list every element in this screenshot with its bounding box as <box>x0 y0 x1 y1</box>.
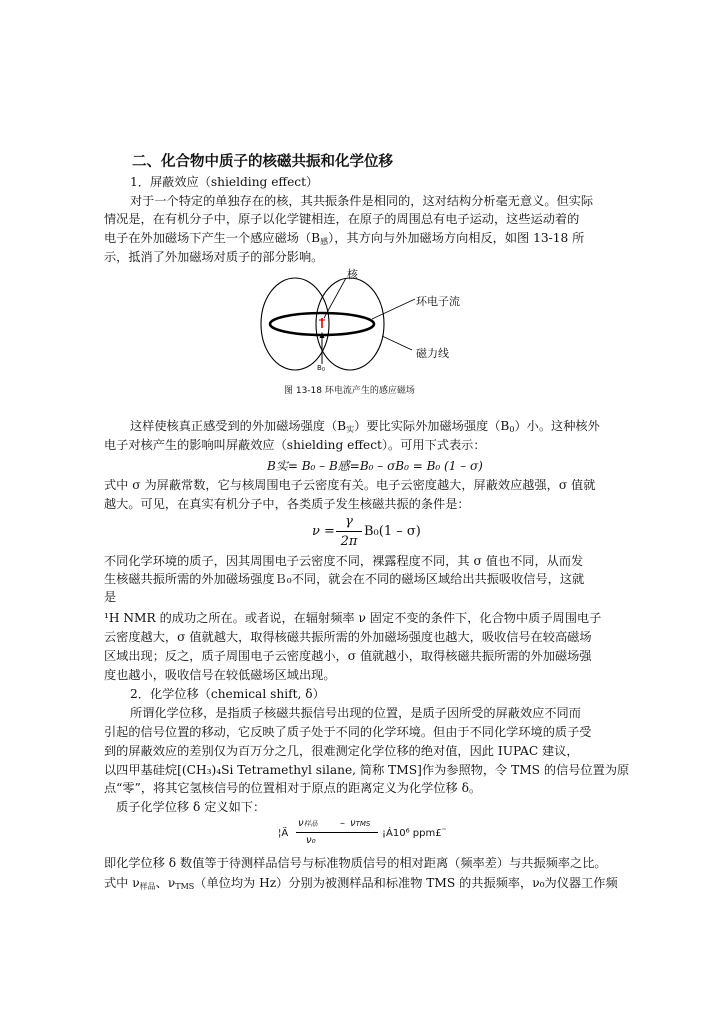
section-title: 二、化合物中质子的核磁共振和化学位移 <box>132 154 393 170</box>
para1-line: 情况是，在有机分子中，原子以化学键相连，在原子的周围总有电子运动，这些运动着的 <box>104 212 580 226</box>
para4-line: 区域出现；反之，质子周围电子云密度越小，σ 值就越小，取得核磁共振所需的外加磁场强 <box>104 649 592 663</box>
para1-line: 示，抵消了外加磁场对质子的部分影响。 <box>104 250 324 264</box>
equation-resonance <box>312 514 442 550</box>
subscript-zero: 0 <box>509 425 515 434</box>
para5-line: 到的屏蔽效应的差别仅为百万分之几，很难测定化学位移的绝对值，因此 IUPAC 建议， <box>104 744 579 758</box>
label-b0: B0 <box>317 364 325 373</box>
eq2-numerator: γ <box>345 514 353 529</box>
para5-line: 以四甲基硅烷[(CH₃)₄Si Tetramethyl silane, 简称 TMS]作为参照物，令 TMS 的信号位置为原 <box>104 763 630 777</box>
label-nucleus: 核 <box>347 268 358 281</box>
equation-shielding: B实= B₀ – B感=B₀ – σB₀ = B₀ (1 – σ) <box>267 459 483 473</box>
para6-line: 式中 $\nu_{样品}$、$\nu_{TMS}$（单位均为 Hz）分别为被测样品和标准物 TMS 的共振频率，ν₀为仪器工作频 <box>104 876 618 891</box>
para3-line: 越大。可见，在真实有机分子中，各类质子发生核磁共振的条件是： <box>104 497 470 511</box>
eq3-lead: ¦Ä <box>278 828 289 839</box>
para5-line: 所谓化学位移，是指质子核磁共振信号出现的位置，是质子因所受的屏蔽效应不同而 <box>130 706 581 720</box>
subscript-tms: TMS <box>175 882 195 891</box>
para4-line: 生核磁共振所需的外加磁场强度Ｂ₀不同，就会在不同的磁场区域给出共振吸收信号，这就 <box>104 572 585 586</box>
eq3-num-a: ν样品 <box>298 818 318 829</box>
para4-line: 度也越小，吸收信号在较低磁场区域出现。 <box>104 668 336 682</box>
para5-line: 点“零”，将其它氢核信号的位置相对于原点的距离定义为化学位移 δ。 <box>104 781 482 795</box>
equation-chemical-shift: ¦Ä ν样品 – νTMS ν₀ ¡Á10⁶ ppm£¨ <box>278 818 447 846</box>
subscript-real: 实 <box>346 425 355 434</box>
subsection-title-shielding: 1．屏蔽效应（shielding effect） <box>130 175 319 189</box>
subscript-induced: 感 <box>320 237 329 246</box>
para4-line: ¹H NMR 的成功之所在。或者说，在辐射频率 ν 固定不变的条件下，化合物中质子周围电子 <box>104 611 602 625</box>
para5-line: 质子化学位移 δ 定义如下： <box>116 800 266 814</box>
figure-induced-field <box>250 266 490 376</box>
eq3-num-b: νTMS <box>350 818 371 829</box>
para3-line: 式中 σ 为屏蔽常数，它与核周围电子云密度有关。电子云密度越大，屏蔽效应越强，σ 值就 <box>104 478 596 492</box>
eq3-tail: ¡Á10⁶ ppm£¨ <box>382 828 447 839</box>
subsection-title-chemical-shift: 2．化学位移（chemical shift, δ） <box>130 687 325 701</box>
para5-line: 引起的信号位置的移动，它反映了质子处于不同的化学环境。但由于不同化学环境的质子受 <box>104 725 592 739</box>
eq2-lhs: ν = <box>312 524 335 539</box>
para4-line: 是 <box>104 590 117 604</box>
label-ring-current: 环电子流 <box>416 295 460 308</box>
eq2-rhs: B₀(1 – σ) <box>364 524 421 539</box>
para4-line: 云密度越大，σ 值就越大，取得核磁共振所需的外加磁场强度也越大，吸收信号在较高磁场 <box>104 630 592 644</box>
eq3-den: ν₀ <box>306 835 316 846</box>
figure-caption: 图 13-18 环电流产生的感应磁场 <box>284 386 415 396</box>
para4-line: 不同化学环境的质子，因其周围电子云密度不同，裸露程度不同，其 σ 值也不同，从而发 <box>104 554 584 568</box>
label-field-lines: 磁力线 <box>416 347 449 360</box>
eq2-denominator: 2π <box>340 534 358 549</box>
para1-line: 电子在外加磁场下产生一个感应磁场$(B_感)$，其方向与外加磁场方向相反，如图 13-18 所 <box>104 231 585 246</box>
para6-line: 即化学位移 δ 数值等于待测样品信号与标准物质信号的相对距离（频率差）与共振频率之比。 <box>104 856 607 870</box>
subscript-sample: 样品 <box>139 882 156 891</box>
para2-line: 这样使核真正感受到的外加磁场强度$(B_实)$要比实际外加磁场强度$(B_0)$小。这种核外 <box>130 419 600 434</box>
para1-line: 对于一个特定的单独存在的核，其共振条件是相同的，这对结构分析毫无意义。但实际 <box>130 194 594 208</box>
para2-line: 电子对核产生的影响叫屏蔽效应（shielding effect）。可用下式表示： <box>104 438 486 452</box>
